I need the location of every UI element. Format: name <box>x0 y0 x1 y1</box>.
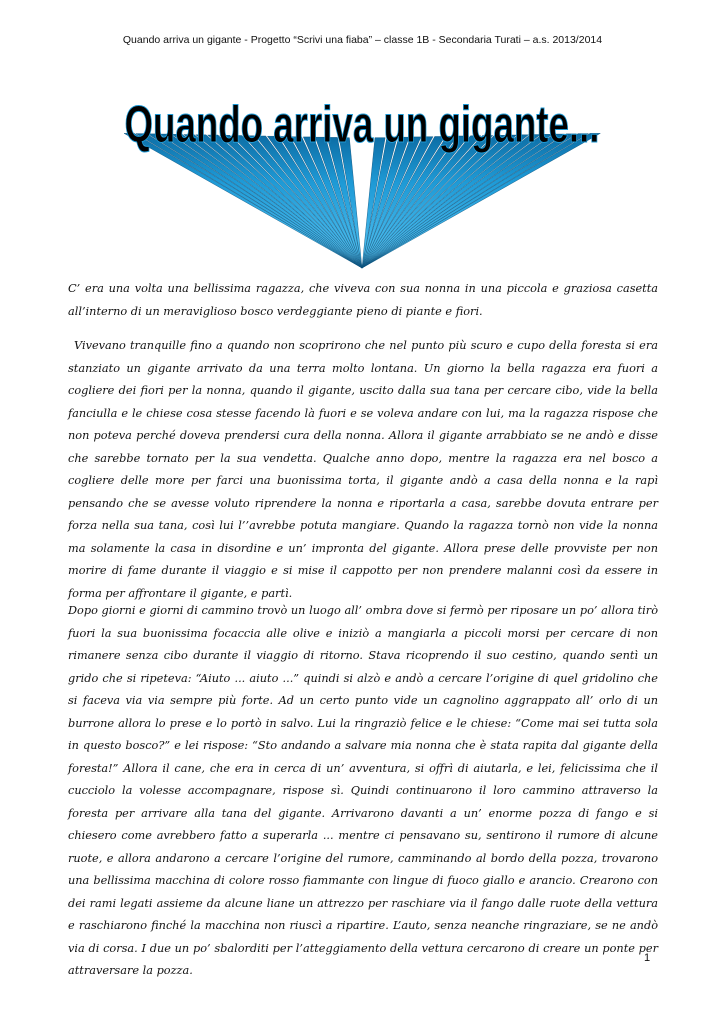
story-paragraph-2: Vivevano tranquille fino a quando non scoprirono che nel punto più scuro e cupo della foresta si era stanziato un gigante arrivato da una terra molto lontana. Un giorno la bella ragazza era fuori a cogliere dei fiori per la nonna, quando il gigante, uscito dalla sua tana per cercare cibo, vide la bella fanciulla e le chiese cosa stesse facendo là fuori e se voleva andare con lui, ma la ragazza rispose che non poteva perché doveva prendersi cura della nonna. Allora il gigante arrabbiato se ne andò e disse che sarebbe tornato per la sua vendetta. Qualche anno dopo, mentre la ragazza era nel bosco a cogliere delle more per farci una buonissima torta, il gigante andò a casa della nonna e la rapì pensando che se avesse voluto riprendere la nonna e riportarla a casa, sarebbe dovuta entrare per forza nella sua tana, così lui l’’avrebbe potuta mangiare. Quando la ragazza tornò non vide la nonna ma solamente la casa in disordine e un’ impronta del gigante. Allora prese delle provviste per non morire di fame durante il viaggio e si mise il cappotto per non prendere malanni così da essere in forma per affrontare il gigante, e partì. <box>68 339 658 600</box>
story-paragraph-3: Dopo giorni e giorni di cammino trovò un luogo all’ ombra dove si fermò per riposare un po’ allora tirò fuori la sua buonissima focaccia alle olive e iniziò a mangiarla a piccoli morsi per cercare di non rimanere senza cibo durante il viaggio di ritorno. Stava ricoprendo il suo cestino, quando sentì un grido che si ripeteva: “Aiuto ... aiuto ...” quindi si alzò e andò a cercare l’origine di quel gridolino che si faceva via via sempre più forte. Ad un certo punto vide un cagnolino aggrappato all’ orlo di un burrone allora lo prese e lo portò in salvo. Lui la ringraziò felice e le chiese: “Come mai sei tutta sola in questo bosco?” e lei rispose: “Sto andando a salvare mia nonna che è stata rapita dal gigante della foresta!” Allora il cane, che era in cerca di un’ avventura, si offrì di aiutarla, e lei, felicissima che il cucciolo la volesse accompagnare, rispose sì. Quindi continuarono il loro cammino attraverso la foresta per arrivare alla tana del gigante. Arrivarono davanti a un’ enorme pozza di fango e si chiesero come avrebbero fatto a superarla ... mentre ci pensavano su, sentirono il rumore di alcune ruote, e allora andarono a cercare l’origine del rumore, camminando al bordo della pozza, trovarono una bellissima macchina di colore rosso fiammante con lingue di fuoco giallo e arancio. Crearono con dei rami legati assieme da alcune liane un attrezzo per raschiare via il fango dalle ruote della vettura e raschiarono finché la macchina non riuscì a ripartire. L’auto, senza neanche ringraziare, se ne andò via di corsa. I due un po’ sbalorditi per l’atteggiamento della vettura cercarono di creare un ponte per attraversare la pozza. <box>68 604 658 977</box>
title-text: Quando arriva un gigante... <box>124 96 600 154</box>
story-paragraph-1: C’ era una volta una bellissima ragazza, che viveva con sua nonna in una piccola e graziosa casetta all’interno di un meraviglioso bosco verdeggiante pieno di piante e fiori. <box>68 282 658 318</box>
page-header: Quando arriva un gigante - Progetto “Scrivi una fiaba” – classe 1B - Secondaria Turati – a.s. 2013/2014 <box>122 34 603 46</box>
page-number: 1 <box>644 952 651 964</box>
title-wordart <box>110 80 615 270</box>
